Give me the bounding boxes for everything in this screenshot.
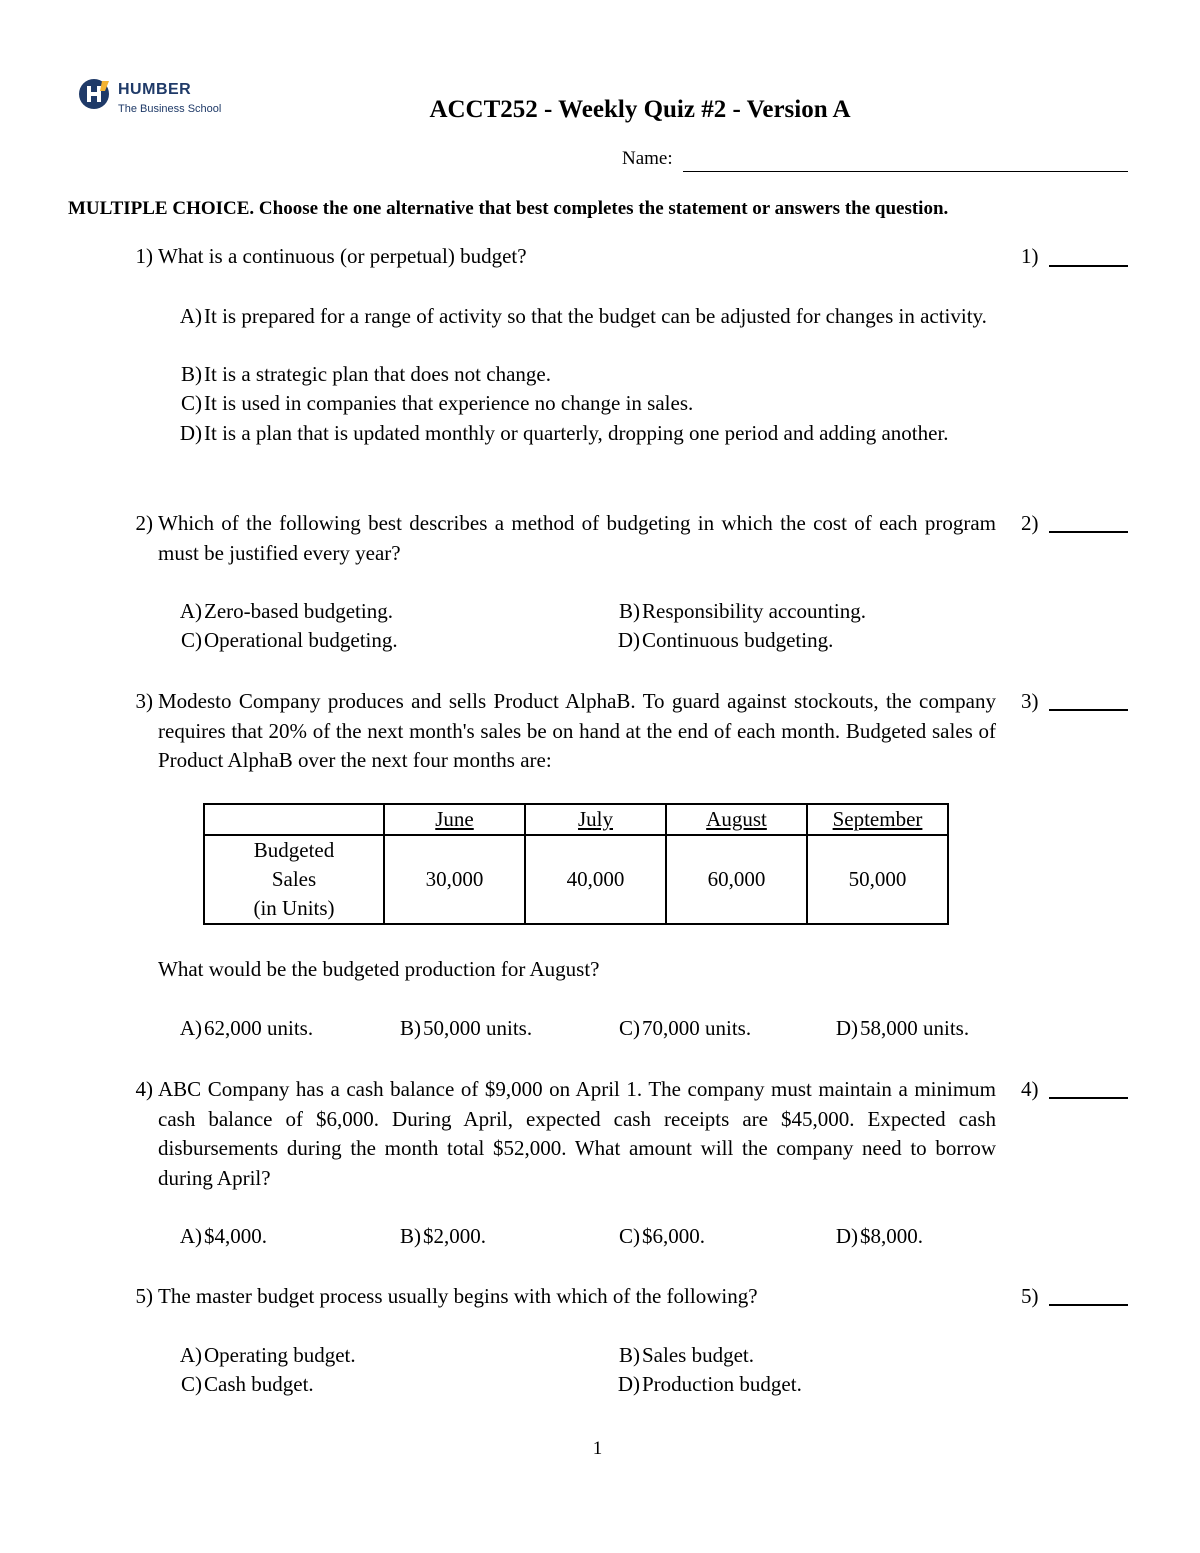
- table-header-cell: June: [384, 804, 525, 835]
- answer-3-label: 3): [1021, 689, 1039, 713]
- q5-option-d-letter: D): [617, 1372, 640, 1396]
- q5-option-d[interactable]: Production budget.: [642, 1372, 802, 1396]
- name-label: Name:: [622, 148, 673, 169]
- answer-5-blank[interactable]: [1049, 1304, 1128, 1306]
- q5-option-c-letter: C): [181, 1372, 202, 1396]
- q1-option-a-letter: A): [179, 304, 202, 328]
- q1-option-d[interactable]: It is a plan that is updated monthly or quarterly, dropping one period and adding another.: [204, 421, 949, 445]
- table-header-cell: September: [807, 804, 948, 835]
- q5-option-b-letter: B): [619, 1343, 640, 1367]
- q5-option-a[interactable]: Operating budget.: [204, 1343, 356, 1367]
- q3-option-a-letter: A): [179, 1016, 202, 1040]
- q2-option-b-letter: B): [619, 599, 640, 623]
- page-title: ACCT252 - Weekly Quiz #2 - Version A: [429, 96, 851, 123]
- answer-2-blank[interactable]: [1049, 531, 1128, 533]
- q1-option-a[interactable]: It is prepared for a range of activity so that the budget can be adjusted for changes in activity.: [204, 304, 987, 328]
- q5-option-b[interactable]: Sales budget.: [642, 1343, 754, 1367]
- q1-option-c[interactable]: It is used in companies that experience no change in sales.: [204, 391, 694, 415]
- q4-option-a-letter: A): [179, 1224, 202, 1248]
- question-4-number: 4): [135, 1077, 153, 1101]
- instructions: MULTIPLE CHOICE. Choose the one alternative that best completes the statement or answers the question.: [68, 198, 949, 219]
- table-header-cell: [204, 804, 384, 835]
- answer-1-blank[interactable]: [1049, 265, 1128, 267]
- answer-5-label: 5): [1021, 1284, 1039, 1308]
- logo-name: HUMBER: [118, 81, 192, 98]
- q2-option-b[interactable]: Responsibility accounting.: [642, 599, 866, 623]
- q4-option-d[interactable]: $8,000.: [860, 1224, 923, 1248]
- answer-2-label: 2): [1021, 511, 1039, 535]
- q2-option-c[interactable]: Operational budgeting.: [204, 628, 398, 652]
- q3-option-a[interactable]: 62,000 units.: [204, 1016, 314, 1040]
- q1-option-c-letter: C): [181, 391, 202, 415]
- q4-option-a[interactable]: $4,000.: [204, 1224, 267, 1248]
- question-4-text: ABC Company has a cash balance of $9,000 on April 1. The company must maintain a minimum cash balance of $6,000. During April, expected cash receipts are $45,000. Expected cash disbursements during the month total $52,000. What amount will the company need to borrow during April?: [158, 1077, 996, 1190]
- answer-1-label: 1): [1021, 244, 1039, 268]
- table-header-row: [204, 804, 948, 835]
- q4-option-b[interactable]: $2,000.: [423, 1224, 486, 1248]
- table-cell: 30,000: [384, 835, 525, 924]
- answer-3-blank[interactable]: [1049, 709, 1128, 711]
- answer-4-blank[interactable]: [1049, 1097, 1128, 1099]
- q3-option-b-letter: B): [400, 1016, 421, 1040]
- question-5-number: 5): [135, 1284, 153, 1308]
- q5-option-a-letter: A): [179, 1343, 202, 1367]
- table-cell: 40,000: [525, 835, 666, 924]
- answer-4-label: 4): [1021, 1077, 1039, 1101]
- q1-option-b[interactable]: It is a strategic plan that does not change.: [204, 362, 551, 386]
- q4-option-d-letter: D): [835, 1224, 858, 1248]
- q2-option-d[interactable]: Continuous budgeting.: [642, 628, 834, 652]
- q1-option-d-letter: D): [179, 421, 202, 445]
- q4-option-c-letter: C): [619, 1224, 640, 1248]
- question-5-text: The master budget process usually begins with which of the following?: [158, 1284, 758, 1308]
- q4-option-c[interactable]: $6,000.: [642, 1224, 705, 1248]
- question-2-text: Which of the following best describes a method of budgeting in which the cost of each program must be justified every year?: [158, 511, 996, 565]
- name-field[interactable]: [683, 171, 1128, 172]
- q5-option-c[interactable]: Cash budget.: [204, 1372, 314, 1396]
- q2-option-c-letter: C): [181, 628, 202, 652]
- table-row-label: Budgeted Sales (in Units): [204, 835, 384, 924]
- table-row: [204, 835, 948, 924]
- q2-option-d-letter: D): [617, 628, 640, 652]
- q2-option-a[interactable]: Zero-based budgeting.: [204, 599, 393, 623]
- q3-option-c[interactable]: 70,000 units.: [642, 1016, 752, 1040]
- question-3-followup: What would be the budgeted production for August?: [158, 957, 600, 981]
- table-cell: 60,000: [666, 835, 807, 924]
- budgeted-sales-table: [203, 803, 949, 925]
- question-1-number: 1): [135, 244, 153, 268]
- q3-option-c-letter: C): [619, 1016, 640, 1040]
- table-header-cell: July: [525, 804, 666, 835]
- question-1-text: What is a continuous (or perpetual) budget?: [158, 244, 527, 268]
- table-header-cell: August: [666, 804, 807, 835]
- q3-option-d[interactable]: 58,000 units.: [860, 1016, 970, 1040]
- q3-option-b[interactable]: 50,000 units.: [423, 1016, 533, 1040]
- question-3-text: Modesto Company produces and sells Product AlphaB. To guard against stockouts, the company requires that 20% of the next month's sales be on hand at the end of each month. Budgeted sales of Product AlphaB over the next four months are:: [158, 689, 996, 772]
- table-cell: 50,000: [807, 835, 948, 924]
- q3-option-d-letter: D): [835, 1016, 858, 1040]
- q1-option-b-letter: B): [181, 362, 202, 386]
- page-number: 1: [592, 1438, 603, 1459]
- question-3-number: 3): [135, 689, 153, 713]
- q4-option-b-letter: B): [400, 1224, 421, 1248]
- question-2-number: 2): [135, 511, 153, 535]
- logo-subtitle: The Business School: [118, 103, 222, 115]
- q2-option-a-letter: A): [179, 599, 202, 623]
